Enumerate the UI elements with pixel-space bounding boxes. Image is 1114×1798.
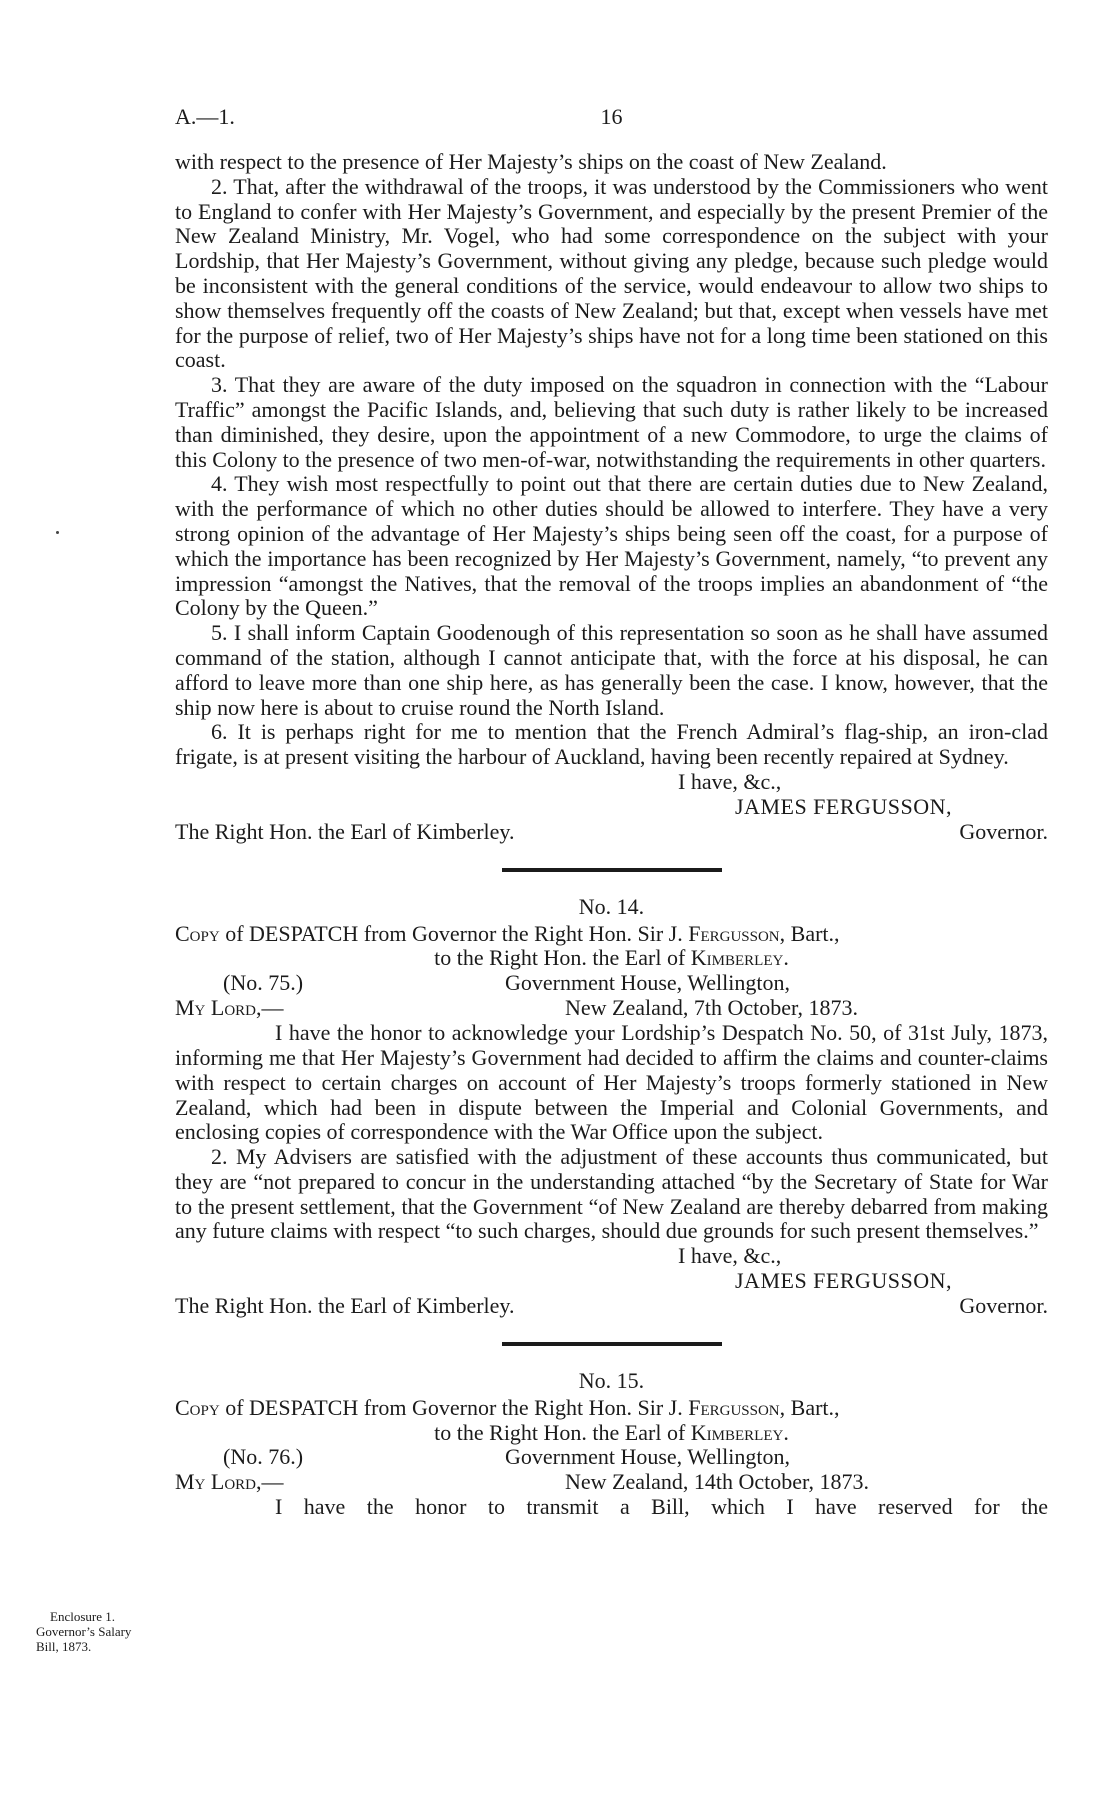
- page-body: [175, 150, 1048, 1520]
- despatch-14-salutation-row: [175, 996, 1048, 1021]
- title-line2-text: to the Right Hon. the Earl of: [434, 945, 686, 971]
- despatch-14-paragraph-2: 2. My Advisers are satisfied with the adjustment of these accounts thus communicated, but they are “not prepared to concur in the understanding attached “by the Secretary of State for War to the present settlement, that the Government “of New Zealand are thereby debarred from making any future claims with respect “to such charges, should due grounds for such present themselves.”: [175, 1144, 1048, 1244]
- despatch-14-title: [175, 922, 1048, 947]
- margin-note: [36, 1609, 166, 1654]
- despatch-14-salutation: My Lord,—: [175, 995, 284, 1021]
- despatch-14-signature: JAMES FERGUSSON,: [735, 1268, 953, 1294]
- despatch-14-closing-line: [175, 1244, 1048, 1269]
- despatch-14-closing: I have, &c.,: [678, 1243, 782, 1269]
- title-text: of DESPATCH from Governor the Right Hon. Sir J.: [225, 1394, 683, 1420]
- page-header: [175, 104, 1048, 134]
- copy-label: Copy: [175, 1394, 220, 1420]
- despatch-14-signature-line: [175, 1269, 1048, 1294]
- stray-mark: [56, 531, 59, 534]
- intro-paragraph-5: 5. I shall inform Captain Goodenough of this representation so soon as he shall have assumed command of the station, although I cannot anticipate that, with the force at his disposal, he can afford to leave more than one ship here, as has generally been the case. I know, however, that the ship now here is about to cruise round the North Island.: [175, 620, 1048, 720]
- document-reference: A.—1.: [175, 104, 235, 129]
- despatch-14-governor-title: Governor.: [959, 1293, 1048, 1319]
- despatch-15-address-2: New Zealand, 14th October, 1873.: [565, 1469, 869, 1495]
- addressee-line: [175, 820, 1048, 845]
- despatch-15-title-line-2: [175, 1421, 1048, 1446]
- title-name: Fergusson: [688, 920, 780, 946]
- title-line2-end: .: [783, 945, 789, 971]
- despatch-15-salutation-row: [175, 1470, 1048, 1495]
- intro-paragraph-1: with respect to the presence of Her Majesty’s ships on the coast of New Zealand.: [175, 149, 887, 174]
- closing-text: I have, &c.,: [678, 768, 782, 794]
- despatch-14-address-2: New Zealand, 7th October, 1873.: [565, 995, 858, 1021]
- despatch-15-address-1: Government House, Wellington,: [505, 1444, 791, 1470]
- title-text: of DESPATCH from Governor the Right Hon. Sir J.: [225, 920, 683, 946]
- intro-paragraph-6: 6. It is perhaps right for me to mention that the French Admiral’s flag-ship, an iron-clad frigate, is at present visiting the harbour of Auckland, having been recently repaired at Sydney.: [175, 719, 1048, 770]
- title-line2-name: Kimberley: [690, 1419, 784, 1445]
- title-end: , Bart.,: [779, 1394, 840, 1420]
- despatch-15-paragraph-1: I have the honor to transmit a Bill, which I have reserved for the: [275, 1494, 1048, 1520]
- despatch-14-paragraph-1: I have the honor to acknowledge your Lordship’s Despatch No. 50, of 31st July, 1873, informing me that Her Majesty’s Government had decided to affirm the claims and counter-claims with respect to certain charges on account of Her Majesty’s troops formerly stationed in New Zealand, which had been in dispute between the Imperial and Colonial Governments, and enclosing copies of correspondence with the War Office upon the subject.: [175, 1020, 1048, 1145]
- despatch-14-title-line-2: [175, 946, 1048, 971]
- signature-line: [175, 795, 1048, 820]
- despatch-15-salutation: My Lord,—: [175, 1469, 284, 1495]
- despatch-14-ref-number: (No. 75.): [223, 970, 304, 996]
- title-end: , Bart.,: [779, 920, 840, 946]
- intro-paragraph-4: 4. They wish most respectfully to point out that there are certain duties due to New Zealand, with the performance of which no other duties should be allowed to interfere. They have a very strong opinion of the advantage of Her Majesty’s ships being seen off the coast, for a purpose of which the importance has been recognized by Her Majesty’s Government, namely, “to prevent any impression “amongst the Natives, that the removal of the troops implies an abandonment of “the Colony by the Queen.”: [175, 471, 1048, 621]
- signature: JAMES FERGUSSON,: [735, 793, 953, 819]
- title-line2-name: Kimberley: [690, 945, 784, 971]
- despatch-15-ref-row: [175, 1445, 1048, 1470]
- despatch-14-number: No. 14.: [578, 893, 645, 919]
- page-number: 16: [600, 104, 623, 129]
- intro-paragraph-3: 3. That they are aware of the duty imposed on the squadron in connection with the “Labour Traffic” amongst the Pacific Islands, and, believing that such duty is rather likely to be increased than diminished, they desire, upon the appointment of a new Commodore, to urge the claims of this Colony to the presence of two men-of-war, notwithstanding the requirements in other quarters.: [175, 372, 1048, 472]
- margin-note-enclosure: Enclosure 1.: [50, 1609, 115, 1624]
- section-divider: [502, 868, 722, 872]
- intro-paragraph-2: 2. That, after the withdrawal of the troops, it was understood by the Commissioners who went to England to confer with Her Majesty’s Government, and especially by the present Premier of the New Zealand Ministry, Mr. Vogel, who had some correspondence on the subject with your Lordship, that Her Majesty’s Government, without giving any pledge, because such pledge would be inconsistent with the general conditions of the service, would endeavour to allow two ships to show themselves frequently off the coasts of New Zealand; but that, except when vessels have met for the purpose of relief, two of Her Majesty’s ships have not for a long time been stationed on this coast.: [175, 173, 1048, 373]
- title-line2-end: .: [783, 1419, 789, 1445]
- despatch-14-ref-row: [175, 971, 1048, 996]
- governor-title: Governor.: [959, 818, 1048, 844]
- closing-line: [175, 770, 1048, 795]
- despatch-14-addressee-line: [175, 1294, 1048, 1319]
- margin-note-subject: Governor’s Salary: [36, 1624, 132, 1639]
- despatch-14-address-1: Government House, Wellington,: [505, 970, 791, 996]
- title-line2-text: to the Right Hon. the Earl of: [434, 1419, 686, 1445]
- despatch-15-title: [175, 1396, 1048, 1421]
- section-divider-2: [502, 1342, 722, 1346]
- despatch-15-ref-number: (No. 76.): [223, 1444, 304, 1470]
- despatch-15-number: No. 15.: [578, 1368, 645, 1394]
- copy-label: Copy: [175, 920, 220, 946]
- title-name: Fergusson: [688, 1394, 780, 1420]
- addressee: The Right Hon. the Earl of Kimberley.: [175, 818, 515, 844]
- despatch-14-addressee: The Right Hon. the Earl of Kimberley.: [175, 1293, 515, 1319]
- margin-note-year: Bill, 1873.: [36, 1639, 92, 1654]
